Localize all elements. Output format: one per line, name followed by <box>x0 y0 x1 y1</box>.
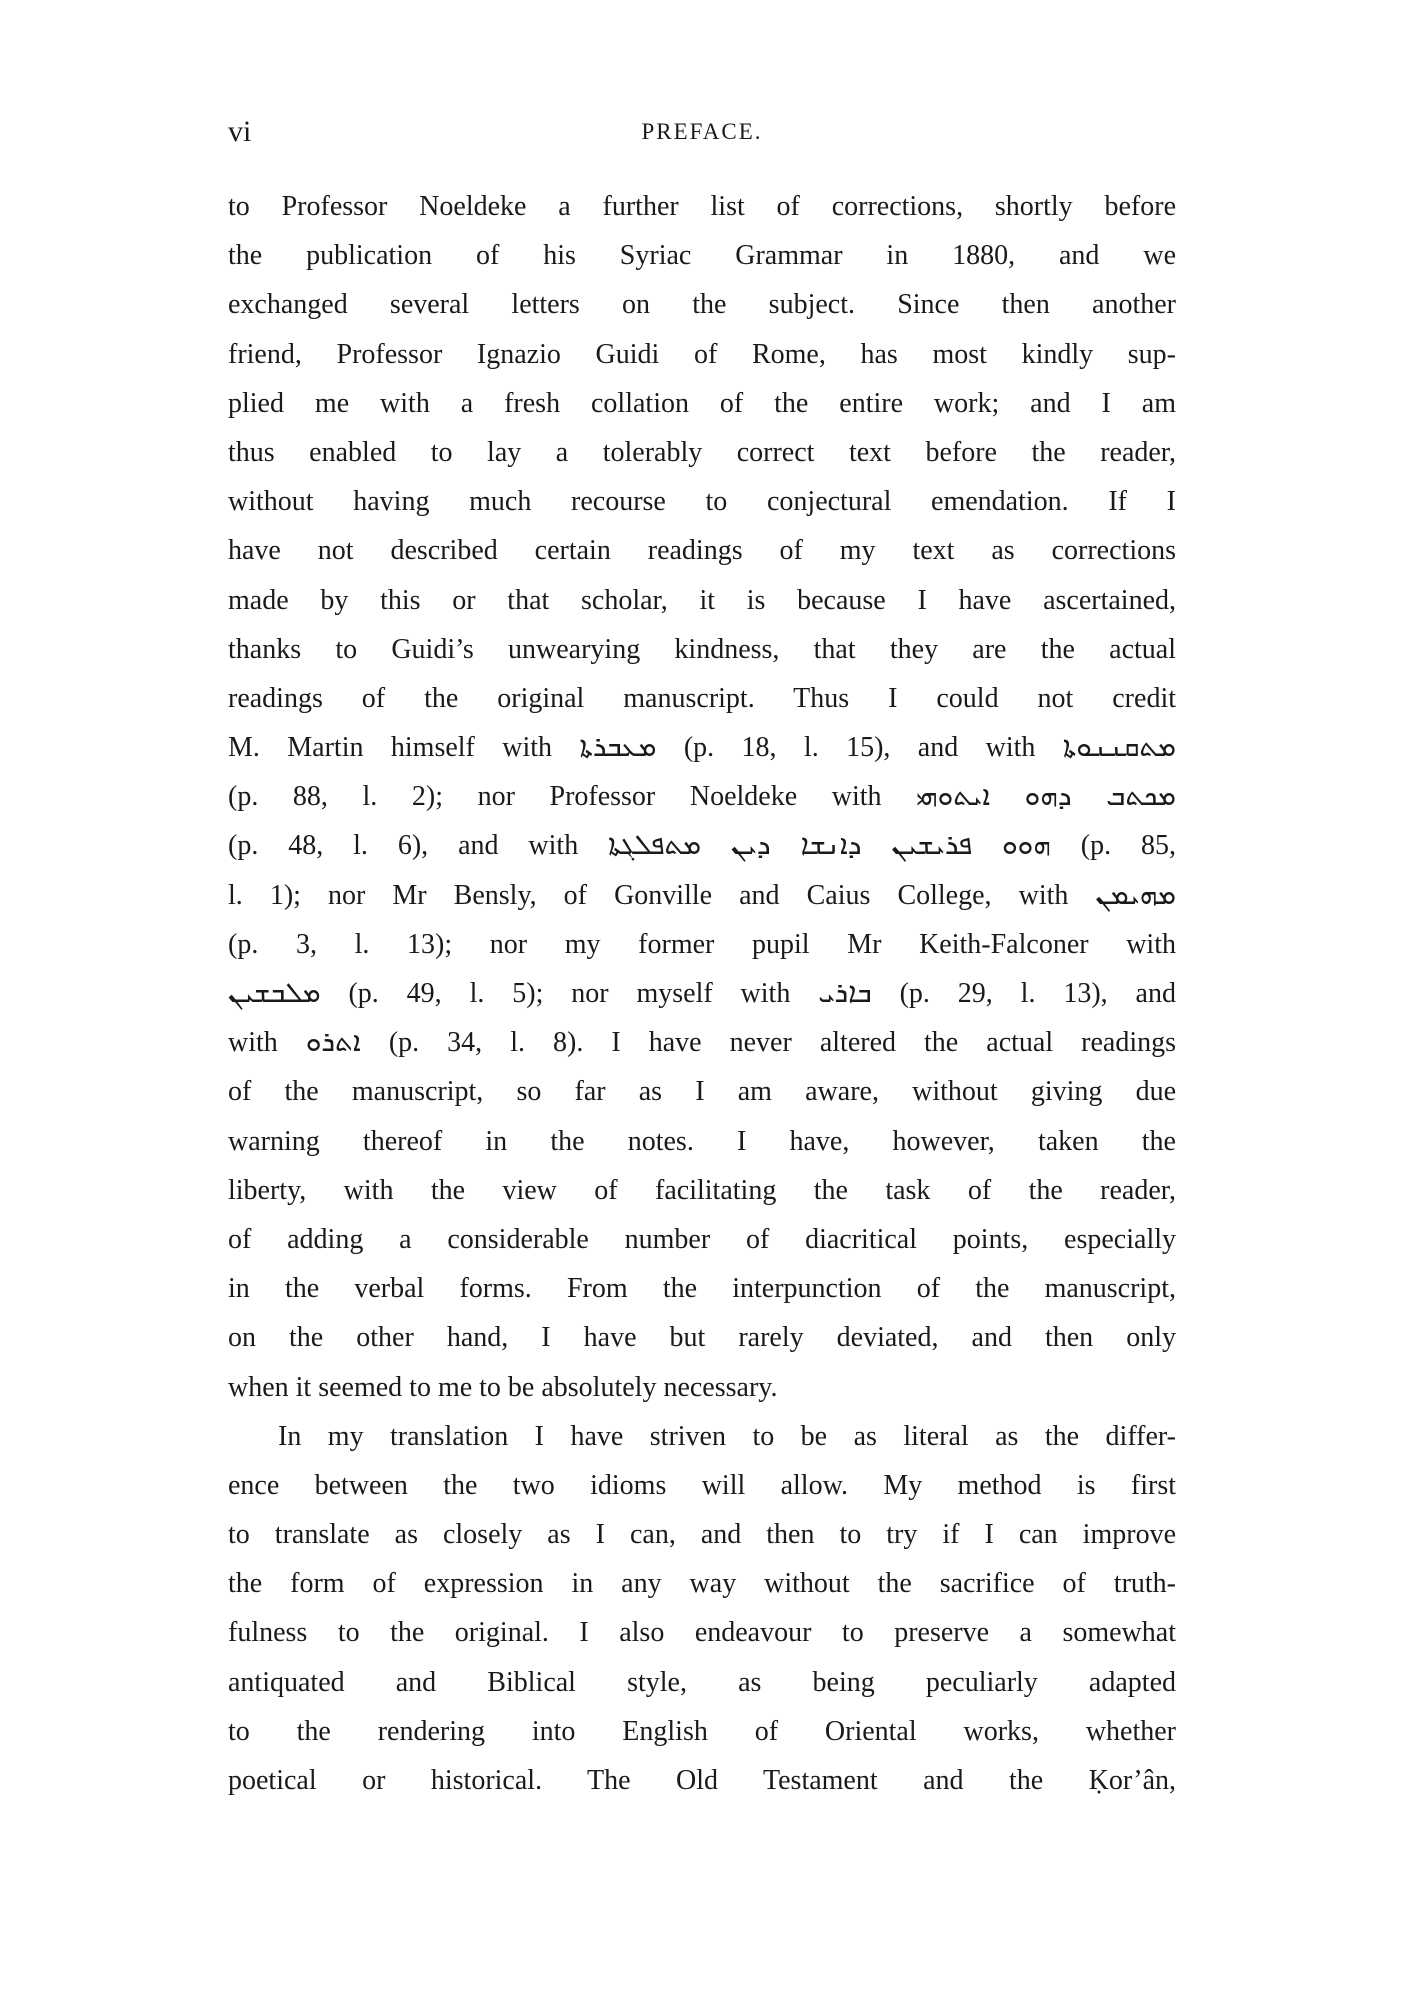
text-line: of adding a considerable number of diacritical points, especially <box>228 1223 1176 1255</box>
text-line: liberty, with the view of facilitating the task of the reader, <box>228 1174 1176 1206</box>
text-line: (p. 88, l. 2); nor Professor Noeldeke with ܡܟܬܒ ܕܗܘ ܐܝܬܘܗܝ <box>228 781 1176 813</box>
text-line: In my translation I have striven to be as literal as the differ- <box>278 1420 1176 1452</box>
text-line: without having much recourse to conjectural emendation. If I <box>228 486 1176 518</box>
text-line: with ܐܬܪܘ (p. 34, l. 8). I have never altered the actual readings <box>228 1027 1176 1059</box>
text-line: in the verbal forms. From the interpunction of the manuscript, <box>228 1273 1176 1305</box>
text-line: (p. 48, l. 6), and with ܗܘܘ ܦܪܝܫܝܢ ܕܐܢܫܐ ܕܝܢ ܡܬܦܠܓܬܐ (p. 85, <box>228 830 1176 862</box>
text-line: antiquated and Biblical style, as being peculiarly adapted <box>228 1666 1176 1698</box>
body-text <box>228 182 1176 1805</box>
text-line: ܡܠܒܫܝܢ (p. 49, l. 5); nor myself with ܒܐܪܝ (p. 29, l. 13), and <box>228 978 1176 1009</box>
text-line: poetical or historical. The Old Testament and the Ḳor’ân, <box>228 1765 1176 1796</box>
text-line: on the other hand, I have but rarely deviated, and then only <box>228 1322 1176 1354</box>
text-line: plied me with a fresh collation of the entire work; and I am <box>228 387 1176 419</box>
text-line: l. 1); nor Mr Bensly, of Gonville and Caius College, with ܡܗܝܡܢ <box>228 879 1176 911</box>
text-line: the publication of his Syriac Grammar in 1880, and we <box>228 240 1176 272</box>
text-line: made by this or that scholar, it is because I have ascertained, <box>228 584 1176 616</box>
text-line: to the rendering into English of Oriental works, whether <box>228 1715 1176 1747</box>
text-line: thus enabled to lay a tolerably correct text before the reader, <box>228 436 1176 468</box>
paragraph <box>228 1412 1176 1806</box>
text-line: of the manuscript, so far as I am aware, without giving due <box>228 1076 1176 1108</box>
text-line: readings of the original manuscript. Thus I could not credit <box>228 682 1176 714</box>
text-line: the form of expression in any way without the sacrifice of truth- <box>228 1568 1176 1600</box>
text-line: when it seemed to me to be absolutely necessary. <box>228 1371 778 1403</box>
page-number: vi <box>228 115 252 148</box>
running-head: PREFACE. <box>641 119 763 144</box>
text-line: thanks to Guidi’s unwearying kindness, that they are the actual <box>228 633 1176 665</box>
text-line: friend, Professor Ignazio Guidi of Rome, has most kindly sup- <box>228 338 1176 370</box>
text-line: exchanged several letters on the subject. Since then another <box>228 289 1176 321</box>
text-line: to Professor Noeldeke a further list of corrections, shortly before <box>228 191 1176 222</box>
paragraph <box>228 182 1176 1412</box>
text-line: to translate as closely as I can, and then to try if I can improve <box>228 1519 1176 1551</box>
text-line: (p. 3, l. 13); nor my former pupil Mr Keith-Falconer with <box>228 928 1176 960</box>
page-header <box>228 112 1176 152</box>
text-line: M. Martin himself with ܡܥܒܪܬܐ (p. 18, l. 15), and with ܡܬܩܢܢܘܬܐ <box>228 732 1176 764</box>
text-line: have not described certain readings of my text as corrections <box>228 535 1176 567</box>
text-line: warning thereof in the notes. I have, however, taken the <box>228 1125 1176 1157</box>
text-line: fulness to the original. I also endeavour to preserve a somewhat <box>228 1617 1176 1649</box>
text-line: ence between the two idioms will allow. My method is first <box>228 1469 1176 1501</box>
